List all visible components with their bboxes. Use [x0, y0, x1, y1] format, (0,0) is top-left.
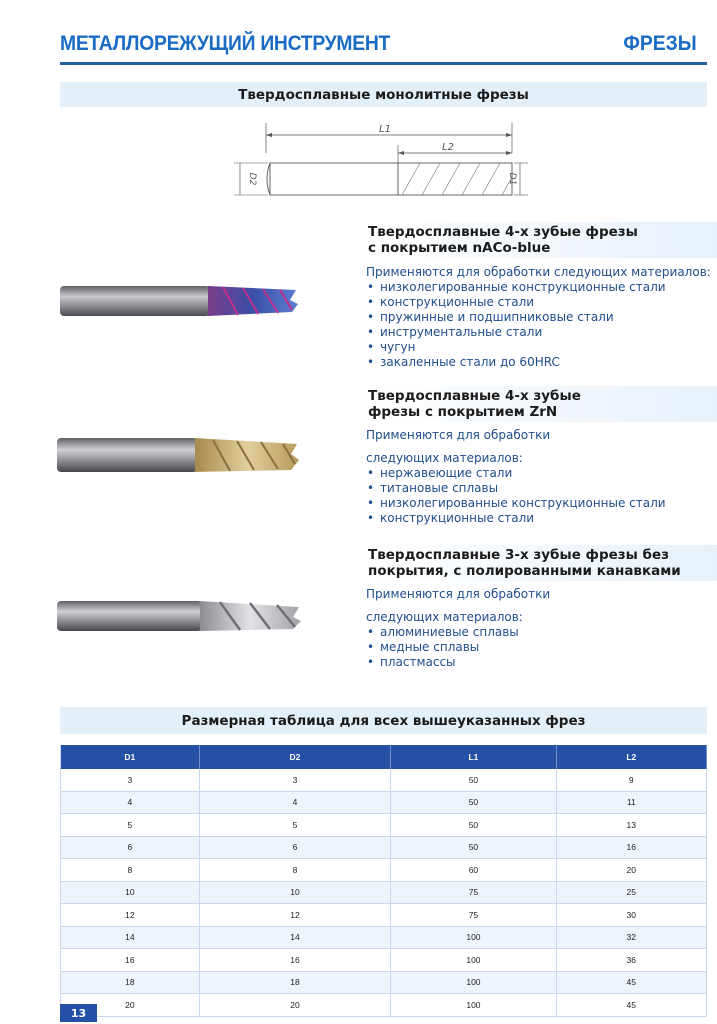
column-header-d1: D1	[61, 745, 200, 769]
list-item: • титановые сплавы	[366, 481, 711, 496]
page-number: 13	[60, 1004, 97, 1022]
cell: 16	[61, 949, 200, 972]
cell: 8	[61, 859, 200, 882]
table-row	[61, 971, 707, 994]
column-header-l1: L1	[391, 745, 556, 769]
section-2-list	[366, 466, 711, 526]
cell: 4	[61, 791, 200, 814]
cell: 75	[391, 881, 556, 904]
cell: 36	[556, 949, 706, 972]
list-item: • пластмассы	[366, 655, 711, 670]
l2-label: L2	[442, 142, 454, 153]
section-2-title	[362, 386, 717, 422]
cell: 6	[61, 836, 200, 859]
cell: 30	[556, 904, 706, 927]
list-item: • пружинные и подшипниковые стали	[366, 310, 711, 325]
section-1-title-line-1: Твердосплавные 4-х зубые фрезы	[368, 224, 638, 240]
table-row	[61, 926, 707, 949]
table-row	[61, 769, 707, 791]
cell: 13	[556, 814, 706, 837]
cell: 100	[391, 994, 556, 1017]
cell: 100	[391, 949, 556, 972]
cell: 60	[391, 859, 556, 882]
table-row	[61, 949, 707, 972]
section-2-body	[366, 428, 711, 526]
section-3-body	[366, 587, 711, 670]
header-title: МЕТАЛЛОРЕЖУЩИЙ ИНСТРУМЕНТ	[60, 32, 391, 55]
list-item: • чугун	[366, 340, 711, 355]
header-category: ФРЕЗЫ	[623, 32, 697, 55]
section-1-title	[362, 222, 717, 258]
section-2-lead-2: следующих материалов:	[366, 451, 523, 465]
cell: 16	[556, 836, 706, 859]
table-row	[61, 791, 707, 814]
cell: 45	[556, 994, 706, 1017]
size-table	[60, 745, 707, 1017]
cell: 20	[199, 994, 391, 1017]
cell: 4	[199, 791, 391, 814]
table-row	[61, 904, 707, 927]
cell: 20	[61, 994, 200, 1017]
list-item: • конструкционные стали	[366, 295, 711, 310]
cell: 12	[61, 904, 200, 927]
list-item: • закаленные стали до 60HRC	[366, 355, 711, 370]
table-row	[61, 836, 707, 859]
section-1-title-line-2: с покрытием nACo-blue	[368, 240, 551, 256]
table-row	[61, 859, 707, 882]
d1-label: D1	[507, 172, 517, 186]
d2-label: D2	[247, 172, 257, 186]
table-row	[61, 881, 707, 904]
section-1-body	[366, 265, 711, 370]
cell: 12	[199, 904, 391, 927]
intro-band: Твердосплавные монолитные фрезы	[60, 82, 707, 107]
cell: 11	[556, 791, 706, 814]
list-item: • низколегированные конструкционные стали	[366, 496, 711, 511]
cell: 6	[199, 836, 391, 859]
cell: 8	[199, 859, 391, 882]
cell: 50	[391, 769, 556, 791]
dimension-drawing	[230, 115, 530, 205]
cell: 100	[391, 971, 556, 994]
section-1-lead: Применяются для обработки следующих материалов:	[366, 265, 711, 279]
section-1-list	[366, 280, 711, 370]
cell: 18	[61, 971, 200, 994]
cell: 75	[391, 904, 556, 927]
list-item: • нержавеющие стали	[366, 466, 711, 481]
section-3-lead: Применяются для обработки	[366, 587, 551, 601]
tool-image-zrn	[55, 432, 305, 482]
list-item: • инструментальные стали	[366, 325, 711, 340]
list-item: • медные сплавы	[366, 640, 711, 655]
cell: 14	[199, 926, 391, 949]
tool-image-polished	[55, 595, 305, 640]
table-row	[61, 994, 707, 1017]
cell: 50	[391, 814, 556, 837]
cell: 5	[199, 814, 391, 837]
section-3-title	[362, 545, 717, 581]
cell: 100	[391, 926, 556, 949]
cell: 5	[61, 814, 200, 837]
list-item: • низколегированные конструкционные стали	[366, 280, 711, 295]
table-band: Размерная таблица для всех вышеуказанных фрез	[60, 707, 707, 734]
column-header-l2: L2	[556, 745, 706, 769]
cell: 50	[391, 836, 556, 859]
cell: 32	[556, 926, 706, 949]
section-2-title-line-2: фрезы с покрытием ZrN	[368, 404, 558, 420]
section-2-lead: Применяются для обработки	[366, 428, 551, 442]
cell: 3	[61, 769, 200, 791]
section-3-title-line-2: покрытия, с полированными канавками	[368, 563, 681, 579]
section-3-list	[366, 625, 711, 670]
cell: 10	[61, 881, 200, 904]
cell: 18	[199, 971, 391, 994]
list-item: • алюминиевые сплавы	[366, 625, 711, 640]
cell: 45	[556, 971, 706, 994]
list-item: • конструкционные стали	[366, 511, 711, 526]
section-3-title-line-1: Твердосплавные 3-х зубые фрезы без	[368, 547, 669, 563]
table-header-row	[61, 745, 707, 769]
cell: 20	[556, 859, 706, 882]
section-3-lead-2: следующих материалов:	[366, 610, 523, 624]
cell: 50	[391, 791, 556, 814]
cell: 9	[556, 769, 706, 791]
cell: 14	[61, 926, 200, 949]
column-header-d2: D2	[199, 745, 391, 769]
l1-label: L1	[379, 124, 391, 135]
header-divider	[60, 62, 707, 65]
cell: 25	[556, 881, 706, 904]
table-row	[61, 814, 707, 837]
tool-image-naco-blue	[58, 280, 303, 325]
cell: 16	[199, 949, 391, 972]
cell: 3	[199, 769, 391, 791]
cell: 10	[199, 881, 391, 904]
section-2-title-line-1: Твердосплавные 4-х зубые	[368, 388, 581, 404]
